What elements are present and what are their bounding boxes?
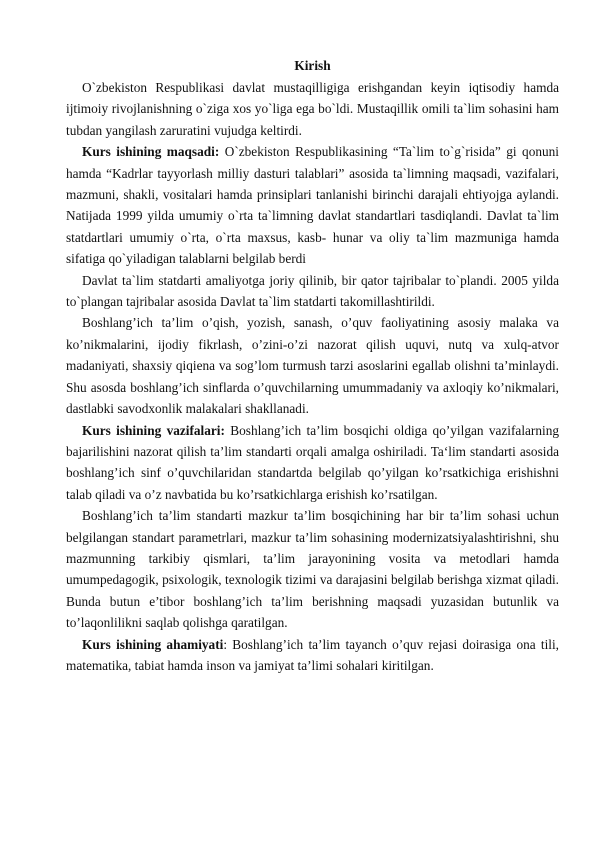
paragraph-tasks: [66, 420, 559, 506]
document-title: Kirish: [294, 58, 331, 73]
paragraph-importance: [66, 634, 559, 677]
paragraph-text: Davlat ta`lim statdarti amaliyotga joriy qilinib, bir qator tajribalar to`plandi. 2005 yilda to`plangan tajribalar asosida Davlat ta`lim statdarti takomillashtirildi.: [66, 272, 559, 310]
document-page: [66, 57, 559, 676]
paragraph-primary-education: [66, 312, 559, 419]
paragraph-text: O`zbekiston Respublikasi davlat mustaqilligiga erishgandan keyin iqtisodiy hamda ijtimoiy rivojlanishning o`ziga xos yo`liga ega bo`ldi. Mustaqillik omili ta`lim sohasini ham tubdan yangilash zaruratini vujudga keltirdi.: [66, 80, 559, 138]
paragraph-standards: [66, 270, 559, 313]
paragraph-lead: Kurs ishining maqsadi:: [82, 144, 220, 160]
paragraph-text: Boshlang’ich ta’lim o’qish, yozish, sanash, o’quv faoliyatining asosiy malaka va ko’nikmalarini, ijodiy fikrlash, o’zini-o’zi nazorat qilish uquvi, nutq va xulq-atvor madaniyati, shaxsiy qiqiena va sog’lom turmush tarzi asoslarini egallab olishni ta’minlaydi. Shu asosda boshlang’ich sinflarda o’quvchilarning umummadaniy va axloqiy ko’nikmalari, dastlabki savodxonlik malakalari shakllanadi.: [66, 315, 559, 417]
paragraph-goal: [66, 141, 559, 269]
paragraph-lead: Kurs ishining vazifalari:: [82, 422, 225, 438]
paragraph-standard-parameters: [66, 505, 559, 633]
paragraph-text: Boshlang’ich ta’lim bosqichi oldiga qo’yilgan vazifalarning bajarilishini nazorat qilish ta’lim standarti orqali amalga oshiriladi. Ta‘lim standarti asosida boshlang’ich sinf o’quvchilaridan standartda belgilab qo’yilgan ko’rsatkichiga erishishni talab qiladi va o’z navbatida bu ko’rsatkichlarga erishish ko’rsatilgan.: [66, 422, 559, 502]
paragraph-intro: [66, 77, 559, 141]
paragraph-text: O`zbekiston Respublikasining “Ta`lim to`g`risida” gi qonuni hamda “Kadrlar tayyorlash milliy dasturi talablari” asosida ta`limning maqsadi, vazifalari, mazmuni, shakli, vositalari hamda prinsiplari tanlanishi birinchi darajali ehtiyojga aylandi. Natijada 1999 yilda umumiy o`rta ta`limning davlat standartlari tasdiqlandi. Davlat ta`lim statdartlari umumiy o`rta, o`rta maxsus, kasb- hunar va oliy ta`lim mazmuniga hamda sifatiga qo`yiladigan talablarni belgilab berdi: [66, 144, 559, 267]
paragraph-text: Boshlang’ich ta’lim standarti mazkur ta’lim bosqichining har bir ta’lim sohasi uchun belgilangan standart parametrlari, mazkur ta’lim sohasining modernizatsiyalashtirishni, shu mazmunning tarkibiy qismlari, ta’lim jarayonining vosita va metodlari hamda umumpedagogik, psixologik, texnologik tizimi va darajasini belgilab berishga xizmat qiladi. Bunda butun e’tibor boshlang’ich ta’lim berishning maqsadi yuzasidan butunlik va to’laqonlilikni saqlab qolishga qaratilgan.: [66, 508, 559, 631]
paragraph-lead: Kurs ishining ahamiyati: [82, 636, 224, 652]
paragraph-text: : Boshlang’ich ta’lim tayanch o’quv rejasi doirasiga ona tili, matematika, tabiat hamda inson va jamiyat ta’limi sohalari kiritilgan.: [66, 636, 560, 673]
